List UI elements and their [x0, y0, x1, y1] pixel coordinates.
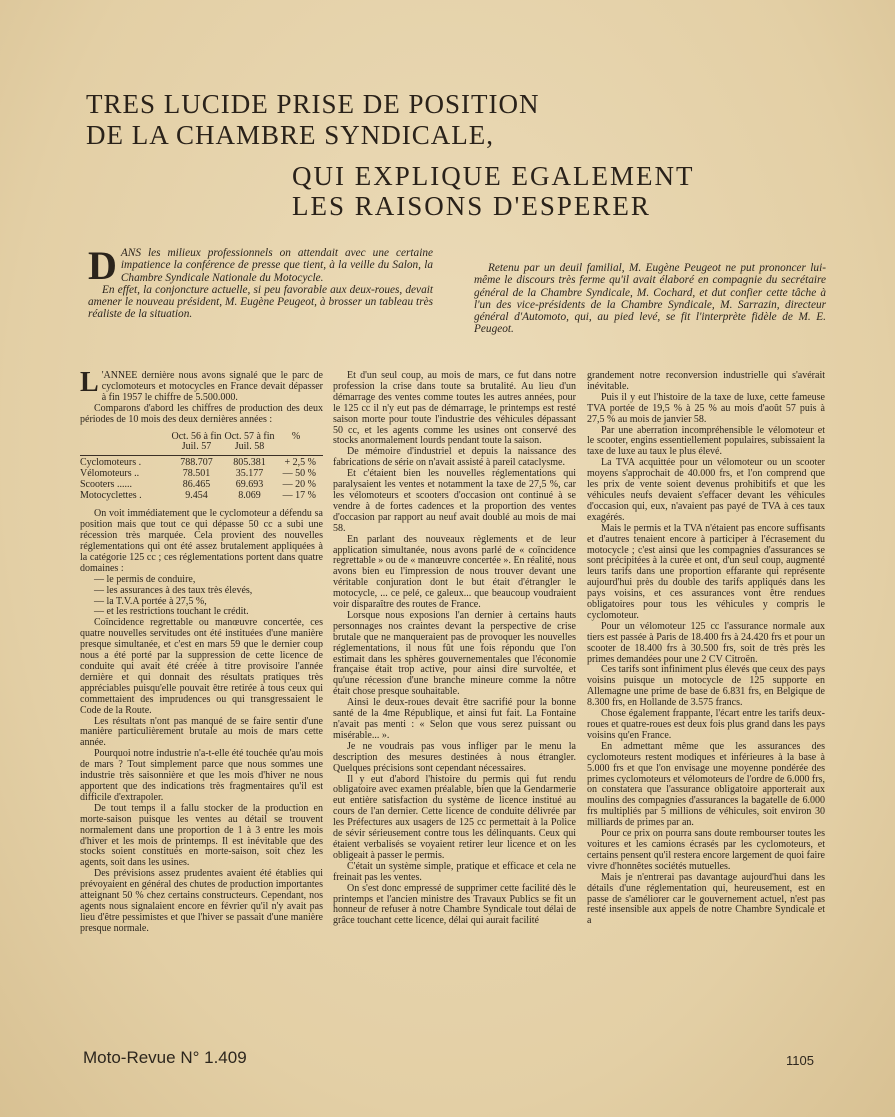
col3-p10: Pour ce prix on pourra sans doute rembourser toutes les voitures et les camions écrasés par les cyclomoteurs, et certains pensent qu'il restera encore largement de quoi faire vivre d'honnêtes sociétés mutuelles. — [587, 828, 825, 872]
col2-p7: Je ne voudrais pas vous infliger par le menu la description des mesures destinées à nous étrangler. Quelques précisions sont cependant nécessaires. — [333, 740, 576, 774]
col1-p8: Des prévisions assez prudentes avaient été établies qui prévoyaient en général des chutes de production importantes atteignant 50 % chez certains constructeurs. Cependant, nos agents nous signalaient encore en février qu'il n'y avait pas lieu d'être pessimistes et que l'hiver se passait d'une manière presque normale. — [80, 868, 323, 934]
col1-p5: Les résultats n'ont pas manqué de se faire sentir d'une manière particulièrement brutale au mois de mars cette année. — [80, 715, 323, 749]
col1-p6: Pourquoi notre industrie n'a-t-elle été touchée qu'au mois de mars ? Tout simplement parce que nous sommes une industrie très saisonnière et que les mois d'hiver ne nous apportent que des indications très fragmentaires qu'il est difficile d'extrapoler. — [80, 748, 323, 803]
table-cell: — 20 % — [282, 478, 316, 490]
col2-p9: C'était un système simple, pratique et efficace et cela ne freinait pas les ventes. — [333, 860, 576, 883]
col3-p11: Mais je n'entrerai pas davantage aujourd'hui dans les détails d'une réglementation qui, heureusement, est en passe de s'améliorer car le gouvernement actuel, n'est pas resté insensible aux appels de notre Chambre Syndicale et a — [587, 871, 825, 927]
table-cell: 9.454 — [185, 489, 208, 501]
table-cell: 86.465 — [182, 478, 211, 490]
dropcap: D — [88, 243, 117, 288]
col3-p1: grandement notre reconversion industrielle qui s'avérait inévitable. — [587, 370, 825, 392]
intro-left-p2: En effet, la conjoncture actuelle, si peu favorable aux deux-roues, devait amener le nouveau président, M. Eugène Peugeot, à brosser un tableau très réaliste de la situation. — [88, 283, 433, 321]
col2-p6: Ainsi le deux-roues devait être sacrifié pour la bonne santé de la 4me République, et ainsi fut fait. La Fontaine n'avait pas menti : « Selon que vous serez puissant ou misérable... ». — [333, 697, 576, 741]
table-row — [80, 480, 323, 491]
table-cell: Motocyclettes . — [80, 489, 142, 501]
headline-line-1: TRES LUCIDE PRISE DE POSITION — [86, 89, 540, 119]
headline-line-3: QUI EXPLIQUE EGALEMENT — [292, 161, 695, 191]
col2-p10: On s'est donc empressé de supprimer cette facilité dès le printemps et l'ancien ministre des Travaux Publics se fit un honneur de refuser à notre Chambre Syndicale tout délai de grâce touchant cette licence, délai qui aurait facilité — [333, 882, 576, 927]
table-cell: Cyclomoteurs . — [80, 457, 142, 469]
column-3 — [587, 371, 825, 927]
table-divider — [80, 455, 323, 456]
table-header-cell: Oct. 57 à fin Juil. 58 — [224, 430, 275, 453]
table-cell: — 17 % — [282, 489, 316, 501]
intro-right-p1: Retenu par un deuil familial, M. Eugène Peugeot ne put prononcer lui-même le discours très ferme qu'il avait élaboré en compagnie du secrétaire général de la Chambre Syndicale, M. Cochard, et dut confier cette tâche à l'un des vice-présidents de la Chambre Syndicale, M. Sarrazin, directeur général d'Automoto, qui, au pied levé, se fit l'interprète fidèle de M. E. Peugeot. — [474, 262, 826, 336]
col1-p2: Comparons d'abord les chiffres de production des deux périodes de 10 mois des deux dernières années : — [80, 402, 323, 425]
col3-p2: Puis il y eut l'histoire de la taxe de luxe, cette fameuse TVA portée de 19,5 % à 25 % au mois d'août 57 puis à 27,5 % au mois de janvier 58. — [587, 391, 825, 425]
col2-p3: Et c'étaient bien les nouvelles réglementations qui paralysaient les ventes et notamment la taxe de 27,5 %, car les vélomoteurs et scooters d'occasion ont continué à se vendre à de fortes cadences et la proportion des ventes d'occasion par rapport au neuf avait doublé au mois de mai 58. — [333, 468, 576, 534]
headline-line-4: LES RAISONS D'ESPERER — [292, 191, 651, 221]
col2-p4: En parlant des nouveaux règlements et de leur application simultanée, nous avons parlé de « coïncidence regrettable » ou de « manœuvre concertée ». En réalité, nous avons bien eu l'impression de nous trouver devant une véritable conjuration dont le but était d'étrangler le motocycle, ... ce pelé, ce galeux... que beaucoup voudraient voir disparaître des routes de France. — [333, 533, 576, 611]
col3-p8: Chose également frappante, l'écart entre les tarifs deux-roues et quatre-roues est deux fois plus grand dans les pays voisins qu'en France. — [587, 708, 825, 741]
intro-right — [474, 262, 826, 336]
col3-p9: En admettant même que les assurances des cyclomoteurs restent modiques et inférieures à la base à 5.000 frs et que l'on envisage une moyenne pondérée des primes cyclomoteurs et vélomoteurs de l'ordre de 6.000 frs, on constatera que l'assurance obligatoire apporterait aux moulins des compagnies d'assurances la bagatelle de 6.000 frs multipliés par 5 millions de véhicules, soit environ 30 milliards de primes par an. — [587, 740, 825, 829]
table-cell: + 2,5 % — [284, 457, 316, 469]
table-cell: 69.693 — [235, 478, 264, 490]
page-number: 1105 — [786, 1053, 814, 1068]
col1-l2: — les assurances à des taux très élevés, — [94, 584, 253, 596]
col1-l1: — le permis de conduire, — [94, 573, 196, 585]
col1-l3: — la T.V.A portée à 27,5 %, — [94, 595, 207, 607]
table-header-cell: % — [291, 430, 301, 442]
col3-p3: Par une aberration incompréhensible le vélomoteur et le scooter, engins essentiellement populaires, subissaient la taxe de luxe au taux le plus élevé. — [587, 424, 825, 458]
table-cell: Scooters ...... — [80, 478, 132, 490]
col1-p3: On voit immédiatement que le cyclomoteur a défendu sa position mais que tout ce qui dépasse 50 cc a subi une récession très marquée. Cela provient des nouvelles réglementations qui ont été assez brutalement appliquées à la catégorie 125 cc ; ces réglementations portent dans quatre domaines : — [80, 508, 323, 574]
col1-dropcap: L — [80, 367, 99, 398]
intro-left-p1 — [88, 243, 433, 288]
col1-p1 — [80, 367, 323, 404]
table-cell: 788.707 — [180, 457, 213, 469]
column-1 — [80, 367, 323, 935]
col1-p7: De tout temps il a fallu stocker de la production en morte-saison puisque les ventes au détail se trouvent normalement dans une proportion de 1 à 3 entre les mois d'hiver et les mois de printemps. Il est inévitable que des stocks soient constitués en morte-saison, soit chez les agents, soit dans les usines. — [80, 802, 323, 869]
column-2 — [333, 371, 576, 927]
col3-p7: Ces tarifs sont infiniment plus élevés que ceux des pays voisins puisque un motocycle de 125 supporte en Allemagne une prime de base de 6.831 frs, en Belgique de 8.300 frs, en Hollande de 3.575 francs. — [587, 664, 825, 709]
table-header-cell: Oct. 56 à fin Juil. 57 — [171, 430, 222, 453]
col2-p2: De mémoire d'industriel et depuis la naissance des fabrications de série on n'avait assisté à pareil cataclysme. — [333, 446, 576, 469]
headline-line-2: DE LA CHAMBRE SYNDICALE, — [86, 120, 495, 150]
table-cell: 8.069 — [238, 489, 261, 501]
table-cell: 805.381 — [233, 457, 266, 469]
magazine-issue: Moto-Revue N° 1.409 — [83, 1048, 247, 1067]
col1-p1-text: 'ANNEE dernière nous avons signalé que le parc de cyclomoteurs et motocycles en France devait dépasser à fin 1957 le chiffre de 5.500.000. — [101, 370, 323, 403]
col2-p1: Et d'un seul coup, au mois de mars, ce fut dans notre profession la crise dans toute sa brutalité. Au lieu d'un démarrage des ventes comme toutes les autres années, pour le 125 cc il n'y eut pas de démarrage, le printemps est resté saison morte pour toute l'industrie des véhicules dépassant 50 cc, et les agents comme les usines ont conservé des stocks anormalement lourds pendant toute la saison. — [333, 370, 576, 447]
col2-p8: Il y eut d'abord l'histoire du permis qui fut rendu obligatoire avec examen préalable, bien que la Gendarmerie eut entière satisfaction du système de licence institué au cours de l'an dernier. Cette licence de conduite délivrée par les Préfectures aux usagers de 125 cc permettait à la Police de sévir sérieusement contre tous les délinquants. Ceux qui étaient verbalisés se voyaient retirer leur licence et on les obligeait à passer le permis. — [333, 773, 576, 861]
col2-p5: Lorsque nous exposions l'an dernier à certains hauts personnages nos craintes devant la perspective de crise brutale que ne manqueraient pas de provoquer les nouvelles réglementations, il nous fût une fois répondu que l'on estimait dans les sphères gouvernementales que l'économie française était trop active, pour ainsi dire survoltée, et qu'une récession d'une branche mineure comme la nôtre était chose presque souhaitable. — [333, 609, 576, 698]
production-table — [80, 432, 323, 502]
table-cell: 35.177 — [235, 467, 264, 479]
col3-p6: Pour un vélomoteur 125 cc l'assurance normale aux tiers est passée à Paris de 18.400 frs à 24.420 frs et pour un scooter de 18.400 frs à 30.500 frs, soit de très près les primes demandées pour une 2 CV Citroën. — [587, 620, 825, 665]
col1-p4: Coïncidence regrettable ou manœuvre concertée, ces quatre nouvelles servitudes ont été instituées d'une manière presque simultanée, et c'est en mars 59 que le dernier coup nous a été porté par la suppression de cette licence de conduite qui avait été créée à titre provisoire l'année dernière et qui donnait des résultats pratiques très appréciables puisqu'elle pouvait être retirée à tous ceux qui commettaient des imprudences ou qui transgressaient le Code de la Route. — [80, 617, 323, 716]
col1-l4: — et les restrictions touchant le crédit. — [94, 606, 249, 618]
table-header — [80, 432, 323, 454]
intro-left-p1-text: ANS les milieux professionnels on attendait avec une certaine impatience la conférence de presse que tient, à la veille du Salon, la Chambre Syndicale Nationale du Motocycle. — [120, 247, 433, 284]
table-cell: Vélomoteurs .. — [80, 467, 140, 479]
table-row — [80, 491, 323, 502]
table-cell: 78.501 — [182, 467, 211, 479]
col3-p4: La TVA acquittée pour un vélomoteur ou un scooter moyens s'approchait de 40.000 frs, et l'on comprend que les prix de vente soient devenus prohibitifs et que les véhicules neufs devaient s'effacer devant les véhicules d'occasion qui, eux, n'avaient pas payé de TVA à ces taux exagérés. — [587, 457, 825, 523]
col3-p5: Mais le permis et la TVA n'étaient pas encore suffisants et d'autres tenaient encore à participer à l'écrasement du motocycle ; c'est ainsi que les compagnies d'assurances se sont précipitées à la curée et ont, d'un seul coup, augmenté leurs tarifs dans une proportion effarante qui représente aujourd'hui près du double des tarifs appliqués dans les pays voisins, et ces assurances vont être rendues obligatoires pour tous les véhicules y compris le cyclomoteur. — [587, 522, 825, 621]
table-cell: — 50 % — [282, 467, 316, 479]
intro-left — [88, 243, 433, 321]
